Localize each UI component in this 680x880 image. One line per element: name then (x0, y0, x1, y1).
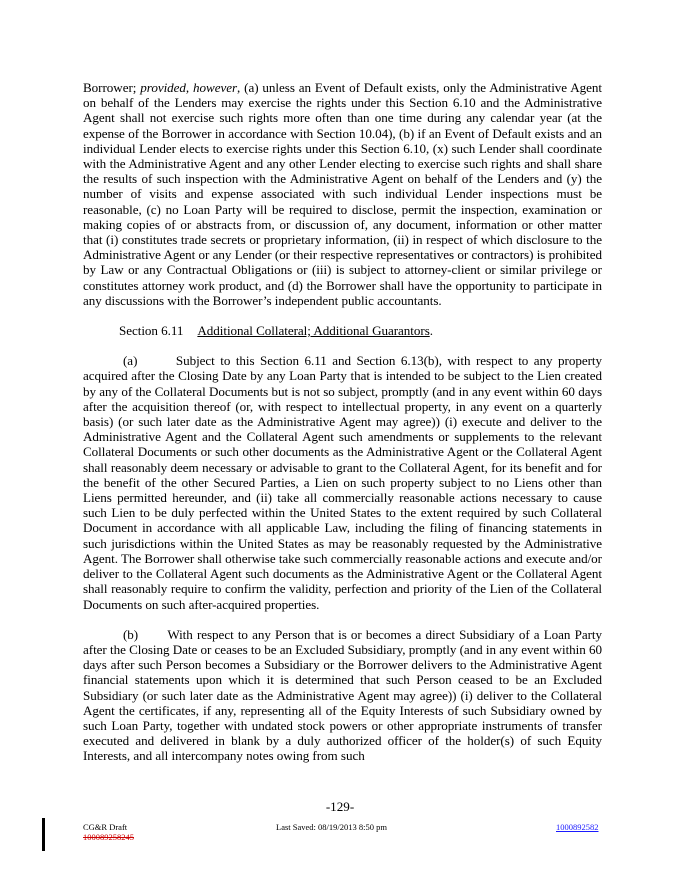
paragraph-a-text: Subject to this Section 6.11 and Section 6.13(b), with respect to any property acquired after the Closing Date by any Loan Party that is intended to be subject to the Lien created by any of the Collateral Documents but is not so subject, promptly (and in any event within 60 days after the acquisition thereof (or, with respect to intellectual property, in any event on a quarterly basis) (or such later date as the Administrative Agent may agree)) (i) execute and deliver to the Administrative Agent and the Collateral Agent such amendments or supplements to the relevant Collateral Documents or such other documents as the Administrative Agent or the Collateral Agent shall reasonably deem necessary or advisable to grant to the Collateral Agent, for its benefit and for the benefit of the other Secured Parties, a Lien on such property subject to no Liens other than Liens permitted hereunder, and (ii) take all commercially reasonable actions necessary to cause such Lien to be duly perfected within the United States to the extent required by such Collateral Document in accordance with all applicable Law, including the filing of financing statements in such jurisdictions within the United States as may be reasonably requested by the Administrative Agent. The Borrower shall otherwise take such commercially reasonable actions and execute and/or deliver to the Collateral Agent such documents as the Administrative Agent or the Collateral Agent shall reasonably require to confirm the validity, perfection and priority of the Lien of the Collateral Documents on such after-acquired properties. (83, 353, 602, 612)
section-heading: Section 6.11 Additional Collateral; Additional Guarantors. (119, 323, 433, 339)
section-number: Section 6.11 (119, 323, 184, 339)
footer-draft-label: CG&R Draft (83, 822, 128, 832)
paragraph-b-text: With respect to any Person that is or becomes a direct Subsidiary of a Loan Party after the Closing Date or ceases to be an Excluded Subsidiary, promptly (and in any event within 60 days after such Person becomes a Subsidiary or the Borrower delivers to the Administrative Agent financial statements upon which it is determined that such Person ceased to be an Excluded Subsidiary (or such later date as the Administrative Agent may agree)) (i) deliver to the Collateral Agent the certificates, if any, representing all of the Equity Interests of such Subsidiary owned by such Loan Party, together with undated stock powers or other appropriate instruments of transfer executed and delivered in blank by a duly authorized officer of the holder(s) of such Equity Interests, and all intercompany notes owing from such (83, 626, 602, 764)
footer-left (83, 822, 134, 842)
footer-last-saved: Last Saved: 08/19/2013 8:50 pm (276, 822, 387, 832)
paragraph-6-10-continuation: Borrower; provided, however, (a) unless an Event of Default exists, only the Administrative Agent on behalf of the Lenders may exercise the rights under this Section 6.10 and the Administrative Agent shall not exercise such rights more often than one time during any calendar year (at the expense of the Borrower in accordance with Section 10.04), (b) if an Event of Default exists and an individual Lender elects to exercise rights under this Section 6.10, (x) such Lender shall coordinate with the Administrative Agent and any other Lender electing to exercise such rights and shall share the results of such inspection with the Administrative Agent on behalf of the Lenders and (y) the number of visits and expense associated with such individual Lender inspections must be reasonable, (c) no Loan Party will be required to disclose, permit the inspection, examination or making copies of or abstracts from, or discussion of, any document, information or other matter that (i) constitutes trade secrets or proprietary information, (ii) in respect of which disclosure to the Administrative Agent or any Lender (or their respective representatives or contractors) is prohibited by Law or any Contractual Obligations or (iii) is subject to attorney-client or similar privilege or constitutes attorney work product, and (d) the Borrower shall have the opportunity to participate in any discussions with the Borrower’s independent public accountants. (83, 80, 602, 308)
paragraph-b-label: (b) (123, 626, 139, 642)
paragraph-a (83, 353, 602, 611)
page-number: -129- (325, 799, 355, 814)
paragraph-b (83, 627, 602, 764)
document-body (83, 80, 602, 764)
footer-deleted-doc-number: 100089258245 (83, 832, 134, 842)
paragraph-a-label: (a) (123, 353, 138, 369)
footer-doc-number-link[interactable]: 1000892582 (556, 822, 599, 832)
provided-however-emphasis: provided, however (140, 80, 238, 95)
section-title: Additional Collateral; Additional Guarantors (197, 323, 430, 339)
revision-change-bar (42, 818, 45, 851)
